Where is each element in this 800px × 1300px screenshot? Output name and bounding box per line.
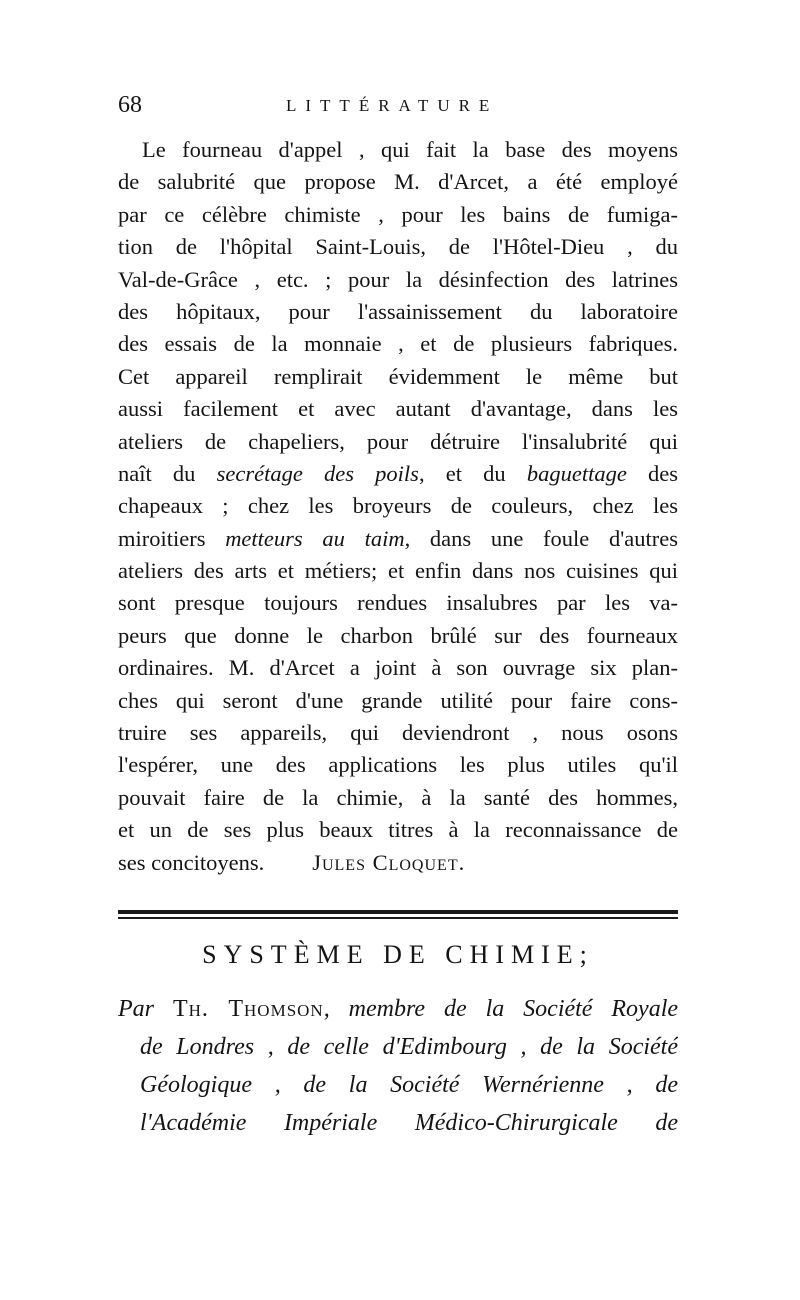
text-line: sont presque toujours rendues insalubres par les va- — [118, 590, 678, 616]
running-head — [118, 92, 688, 126]
text-line: chapeaux ; chez les broyeurs de couleurs, chez les — [118, 493, 678, 519]
text-line: ordinaires. M. d'Arcet a joint à son ouvrage six plan- — [118, 655, 678, 681]
text-line: l'espérer, une des applications les plus utiles qu'il — [118, 752, 678, 778]
text-line: de salubrité que propose M. d'Arcet, a été employé — [118, 169, 678, 195]
text-line: aussi facilement et avec autant d'avantage, dans les — [118, 396, 678, 422]
closing-line — [118, 847, 678, 879]
text-line: tion de l'hôpital Saint-Louis, de l'Hôtel-Dieu , du — [118, 234, 678, 260]
author-name: Th. Thomson — [172, 996, 324, 1022]
text-segment: naît du — [118, 460, 217, 486]
byline-line — [118, 990, 678, 1028]
text-line: Cet appareil remplirait évidemment le même but — [118, 363, 678, 389]
text-line: truire ses appareils, qui deviendront , nous osons — [118, 720, 678, 746]
section-title: LITTÉRATURE — [286, 96, 499, 115]
section-divider — [118, 910, 678, 920]
text-line-with-italics — [118, 458, 678, 490]
text-line: pouvait faire de la chimie, à la santé des hommes, — [118, 784, 678, 810]
byline-line: Géologique , de la Société Wernérienne , de — [140, 1072, 678, 1098]
text-line: ateliers de chapeliers, pour détruire l'insalubrité qui — [118, 428, 678, 454]
article-byline — [118, 990, 678, 1142]
text-line-with-italics — [118, 523, 678, 555]
byline-par: Par — [118, 996, 154, 1022]
text-segment: des — [626, 460, 678, 486]
review-body — [118, 134, 678, 879]
text-line: des hôpitaux, pour l'assainissement du laboratoire — [118, 298, 678, 324]
byline-line: de Londres , de celle d'Edimbourg , de la Société — [140, 1034, 678, 1060]
text-line: par ce célèbre chimiste , pour les bains de fumiga- — [118, 201, 678, 227]
italic-term: metteurs au taim — [225, 525, 405, 551]
byline-line: l'Académie Impériale Médico-Chirurgicale de — [140, 1110, 678, 1136]
text-line: Le fourneau d'appel , qui fait la base des moyens — [142, 137, 678, 162]
divider-thin-rule — [118, 917, 678, 919]
text-segment: , membre de la Société Royale — [323, 996, 678, 1022]
text-segment: miroitiers — [118, 525, 226, 551]
text-segment: , dans une foule d'autres — [404, 525, 678, 551]
italic-term: baguettage — [526, 460, 627, 486]
text-line: des essais de la monnaie , et de plusieurs fabriques. — [118, 331, 678, 357]
text-line: peurs que donne le charbon brûlé sur des fourneaux — [118, 622, 678, 648]
article-title: SYSTÈME DE CHIMIE; — [202, 940, 594, 969]
text-line: ateliers des arts et métiers; et enfin dans nos cuisines qui — [118, 558, 678, 584]
text-line: Val-de-Grâce , etc. ; pour la désinfection des latrines — [118, 266, 678, 292]
divider-thick-rule — [118, 910, 678, 914]
text-line: ches qui seront d'une grande utilité pour faire cons- — [118, 687, 678, 713]
text-segment: , et du — [418, 460, 527, 486]
text-line: et un de ses plus beaux titres à la reconnaissance de — [118, 817, 678, 843]
author-signature: Jules Cloquet. — [312, 849, 466, 875]
text-segment: ses concitoyens. — [118, 849, 265, 875]
page-number: 68 — [118, 92, 142, 118]
italic-term: secrétage des poils — [216, 460, 419, 486]
